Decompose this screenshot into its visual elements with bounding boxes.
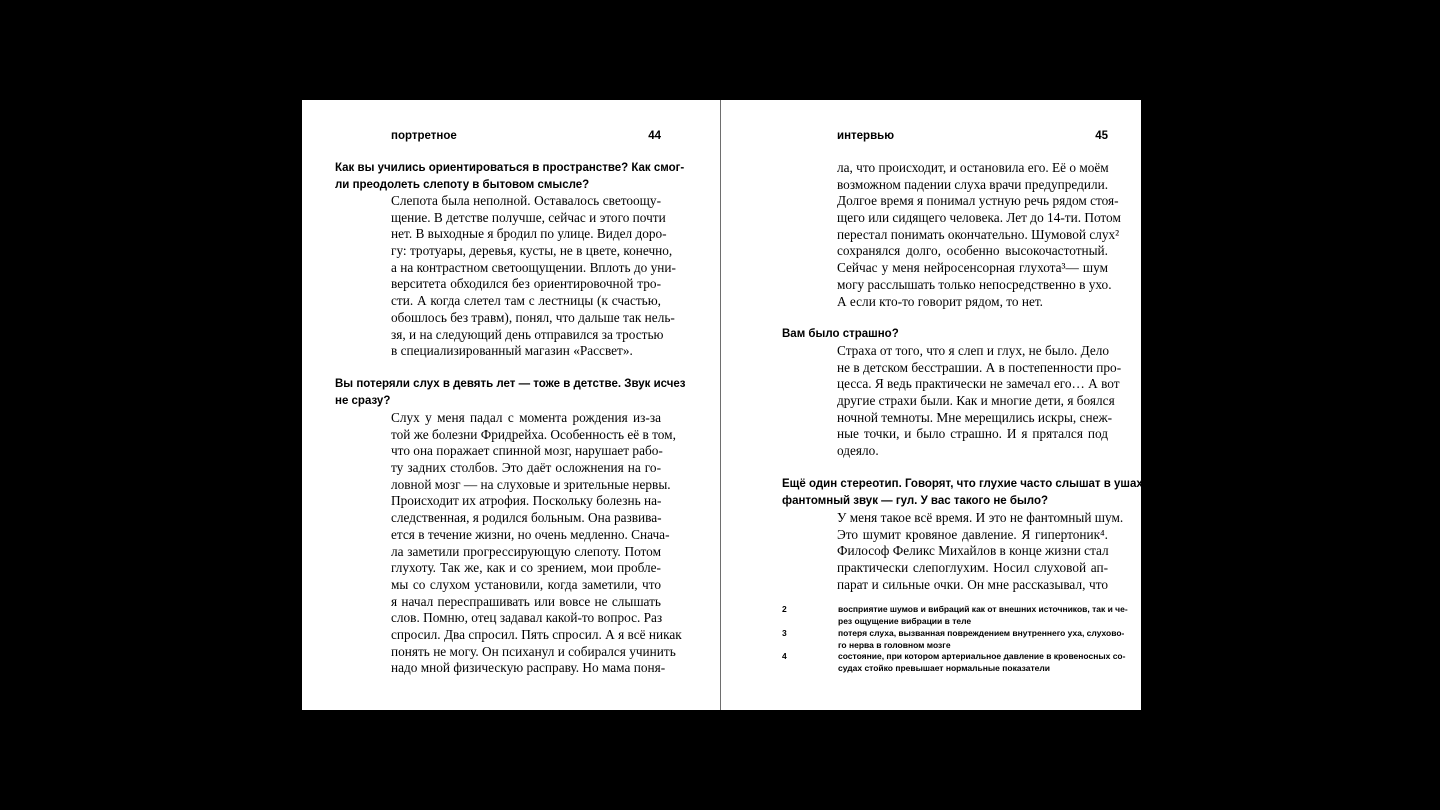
text-line: одеяло. bbox=[837, 443, 879, 459]
text-line: сохранялся долго, особенно высокочастотный. bbox=[837, 243, 1108, 259]
footnote-line: потеря слуха, вызванная повреждением внутреннего уха, слухово- bbox=[838, 628, 1125, 638]
text-line: другие страхи были. Как и многие дети, я боялся bbox=[837, 393, 1115, 409]
footnote-line: состояние, при котором артериальное давление в кровеносных со- bbox=[838, 651, 1126, 661]
text-line: верситета обходился без ориентировочной тро- bbox=[391, 276, 661, 292]
footnote-line: судах стойко превышает нормальные показатели bbox=[838, 662, 1051, 673]
footnote-text bbox=[838, 604, 1128, 627]
text-line: ла заметили прогрессирующую слепоту. Потом bbox=[391, 543, 661, 559]
text-line: зя, и на следующий день отправился за тростью bbox=[391, 326, 664, 342]
text-line: Это шумит кровяное давление. Я гипертоник⁴. bbox=[837, 526, 1108, 542]
footnote-text bbox=[838, 628, 1125, 651]
text-line: спросил. Два спросил. Пять спросил. А я всё никак bbox=[391, 626, 682, 642]
text-line: обошлось без травм), понял, что дальше так нель- bbox=[391, 309, 675, 325]
text-line: У меня такое всё время. И это не фантомный шум. bbox=[837, 510, 1124, 525]
text-line: ночной темноты. Мне мерещились искры, снеж- bbox=[837, 409, 1113, 425]
footnote-line: го нерва в головном мозге bbox=[838, 639, 951, 650]
question-line: Ещё один стереотип. Говорят, что глухие часто слышат в ушах bbox=[782, 478, 1143, 490]
text-line: Философ Феликс Михайлов в конце жизни стал bbox=[837, 543, 1109, 559]
text-line: что она поражает спинной мозг, нарушает рабо- bbox=[391, 443, 663, 459]
text-line: парат и сильные очки. Он мне рассказывал, что bbox=[837, 576, 1108, 592]
text-line: сти. А когда слетел там с лестницы (к счастью, bbox=[391, 293, 661, 309]
text-line: щего или сидящего человека. Лет до 14-ти. Потом bbox=[837, 210, 1121, 226]
text-line: ется в течение жизни, но очень медленно. Снача- bbox=[391, 526, 670, 542]
text-line: мы со слухом установили, когда заметили, что bbox=[391, 576, 661, 592]
question-phantom-sound bbox=[782, 476, 1143, 509]
text-line: понять не могу. Он психанул и собирался учинить bbox=[391, 643, 676, 659]
text-line: нет. В выходные я бродил по улице. Видел доро- bbox=[391, 226, 667, 242]
answer-orientation bbox=[391, 193, 676, 360]
footnote-number: 3 bbox=[782, 628, 787, 638]
question-hearing-loss bbox=[335, 376, 686, 409]
page-number-right: 45 bbox=[1095, 130, 1108, 142]
text-line: слов. Помню, отец задавал какой-то вопрос. Раз bbox=[391, 610, 663, 626]
text-line: гу: тротуары, деревья, кусты, не в цвете, конечно, bbox=[391, 243, 673, 259]
text-line: могу расслышать только непосредственно в ухо. bbox=[837, 276, 1112, 292]
text-line: Страха от того, что я слеп и глух, не было. Дело bbox=[837, 343, 1110, 358]
question-line: не сразу? bbox=[335, 394, 391, 407]
text-line: я начал переспрашивать или вовсе не слышать bbox=[391, 593, 661, 609]
text-line: той же болезни Фридрейха. Особенность её в том, bbox=[391, 426, 676, 442]
running-header-left: портретное bbox=[391, 130, 457, 142]
question-line: фантомный звук — гул. У вас такого не было? bbox=[782, 494, 1048, 507]
question-line: ли преодолеть слепоту в бытовом смысле? bbox=[335, 178, 590, 191]
question-line: Как вы учились ориентироваться в пространстве? Как смог- bbox=[335, 162, 685, 174]
text-line: а на контрастном светоощущении. Вплоть до уни- bbox=[391, 259, 676, 275]
footnote-number: 4 bbox=[782, 651, 787, 661]
text-line: ла, что происходит, и остановила его. Её о моём bbox=[837, 160, 1109, 175]
text-line: ловной мозг — на слуховые и зрительные нервы. bbox=[391, 476, 671, 492]
answer-fear bbox=[837, 343, 1122, 460]
text-line: А если кто-то говорит рядом, то нет. bbox=[837, 293, 1043, 309]
text-line: следственная, я родился больным. Она развива- bbox=[391, 510, 662, 526]
answer-phantom-sound bbox=[837, 510, 1124, 593]
text-line: в специализированный магазин «Рассвет». bbox=[391, 343, 633, 359]
footnote-line: восприятие шумов и вибраций как от внешних источников, так и че- bbox=[838, 604, 1128, 614]
question-orientation bbox=[335, 160, 685, 193]
running-header-right: интервью bbox=[837, 130, 895, 142]
text-line: глухоту. Так же, как и со зрением, мои пробле- bbox=[391, 560, 661, 576]
text-line: Долгое время я понимал устную речь рядом стоя- bbox=[837, 193, 1119, 209]
text-line: возможном падении слуха врачи предупредили. bbox=[837, 176, 1109, 192]
text-line: перестал понимать окончательно. Шумовой слух² bbox=[837, 226, 1120, 242]
text-line: ные точки, и было страшно. И я прятался под bbox=[837, 426, 1108, 442]
text-line: Сейчас у меня нейросенсорная глухота³— шум bbox=[837, 260, 1108, 276]
text-line: практически слепоглухим. Носил слуховой ап- bbox=[837, 560, 1108, 576]
text-line: Слепота была неполной. Оставалось светоощу- bbox=[391, 193, 661, 208]
book-spine bbox=[720, 100, 721, 710]
question-fear bbox=[782, 326, 1112, 343]
footnote-number: 2 bbox=[782, 604, 787, 614]
text-line: ту задних столбов. Это даёт осложнения на го- bbox=[391, 460, 661, 476]
text-line: надо мной физическую расправу. Но мама поня- bbox=[391, 660, 666, 676]
question-line: Вы потеряли слух в девять лет — тоже в детстве. Звук исчез bbox=[335, 378, 686, 390]
answer-continuation bbox=[837, 160, 1121, 310]
text-line: щение. В детстве получше, сейчас и этого почти bbox=[391, 209, 666, 225]
answer-hearing-loss bbox=[391, 410, 682, 677]
question-line: Вам было страшно? bbox=[782, 328, 899, 340]
text-line: цесса. Я ведь практически не замечал его… А вот bbox=[837, 376, 1120, 392]
footnote-text bbox=[838, 651, 1126, 674]
footnote-line: рез ощущение вибрации в теле bbox=[838, 615, 972, 626]
text-line: Происходит их атрофия. Поскольку болезнь на- bbox=[391, 493, 662, 509]
page-number-left: 44 bbox=[648, 130, 661, 142]
text-line: не в детском бесстрашии. А в постепенности про- bbox=[837, 359, 1122, 375]
text-line: Слух у меня падал с момента рождения из-за bbox=[391, 410, 661, 425]
